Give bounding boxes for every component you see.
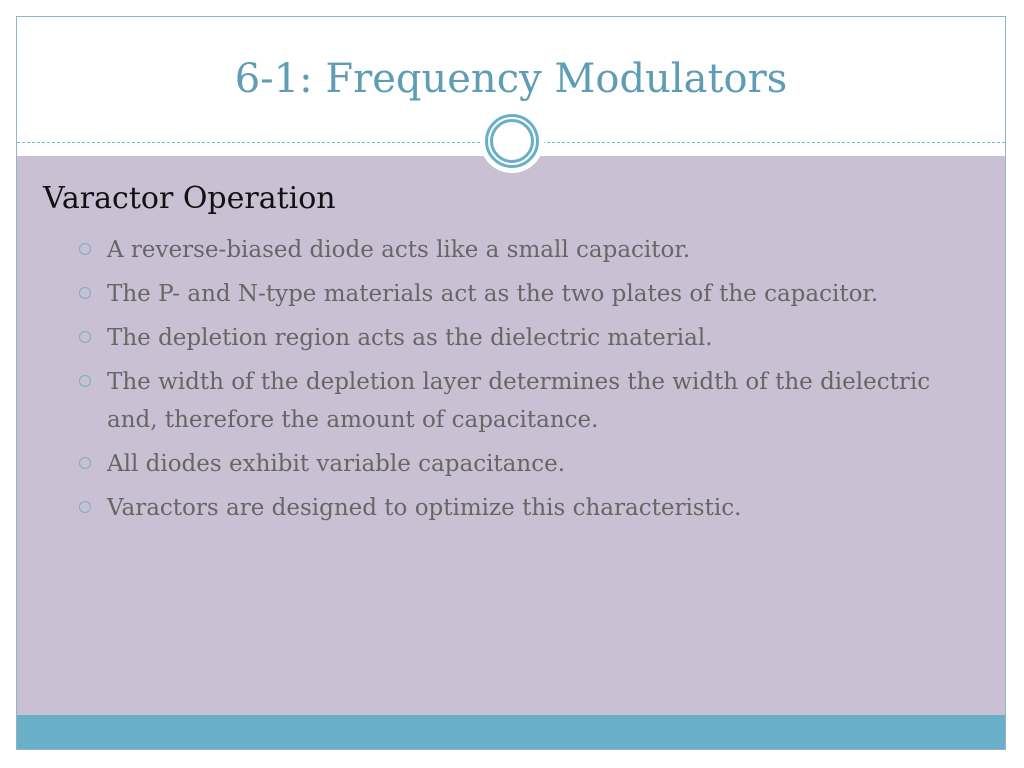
slide	[16, 16, 1006, 750]
bullet-text: All diodes exhibit variable capacitance.	[107, 451, 566, 477]
inner-circle-icon	[490, 119, 534, 163]
bullet-list	[77, 231, 957, 533]
hollow-circle-bullet-icon	[79, 243, 91, 255]
footer-bar	[17, 715, 1005, 749]
bullet-text: The width of the depletion layer determines the width of the dielectric and, therefore the amount of capacitance.	[107, 369, 931, 433]
hollow-circle-bullet-icon	[79, 331, 91, 343]
bullet-text: A reverse-biased diode acts like a small capacitor.	[107, 237, 691, 263]
hollow-circle-bullet-icon	[79, 375, 91, 387]
bullet-item	[77, 363, 957, 439]
hollow-circle-bullet-icon	[79, 287, 91, 299]
hollow-circle-bullet-icon	[79, 501, 91, 513]
bullet-text: The depletion region acts as the dielectric material.	[107, 325, 713, 351]
slide-title: 6-1: Frequency Modulators	[234, 56, 788, 102]
bullet-item	[77, 231, 957, 269]
bullet-item	[77, 489, 957, 527]
section-heading: Varactor Operation	[43, 181, 336, 216]
bullet-text: Varactors are designed to optimize this characteristic.	[107, 495, 742, 521]
bullet-item	[77, 319, 957, 357]
bullet-text: The P- and N-type materials act as the two plates of the capacitor.	[107, 281, 879, 307]
bullet-item	[77, 275, 957, 313]
hollow-circle-bullet-icon	[79, 457, 91, 469]
bullet-item	[77, 445, 957, 483]
